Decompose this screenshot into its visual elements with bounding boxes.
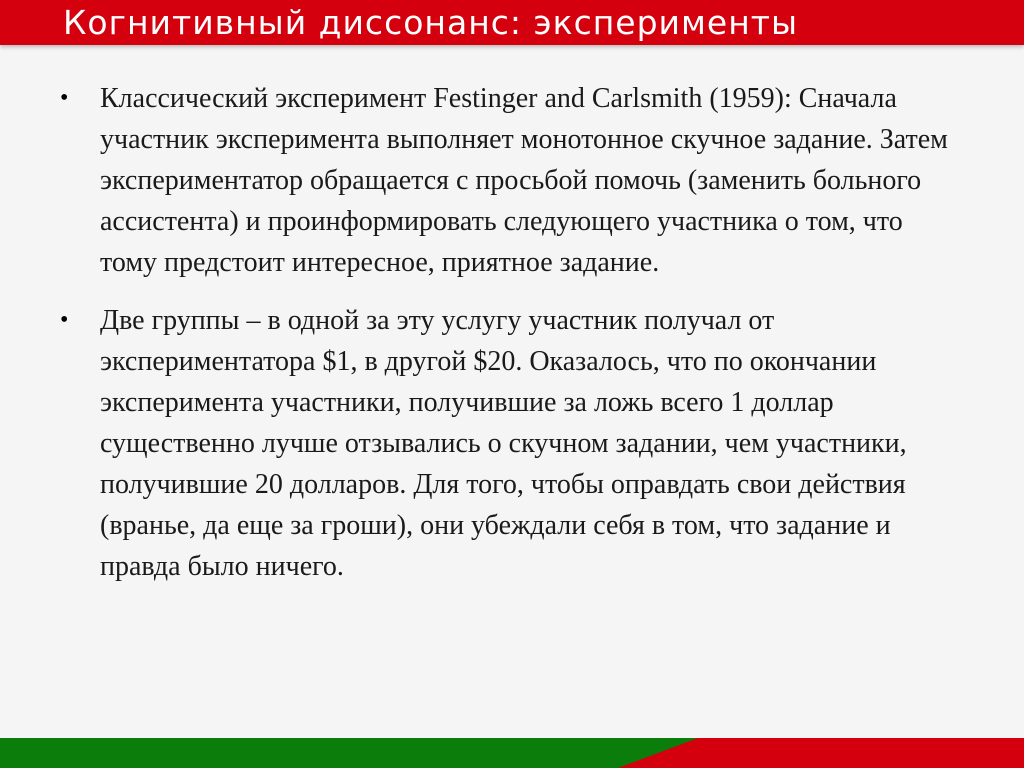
footer-band (0, 738, 1024, 768)
bullet-item (60, 78, 965, 283)
slide-title: Когнитивный диссонанс: эксперименты (63, 3, 799, 42)
bullet-text: Классический эксперимент Festinger and Carlsmith (1959): Сначала участник эксперимента выполняет монотонное скучное задание. Затем экспериментатор обращается с просьбой помочь (заменить больного ассистента) и проинформировать следующего участника о том, что тому предстоит интересное, приятное задание. (100, 83, 948, 278)
bullet-item (60, 300, 965, 587)
title-bar (0, 0, 1024, 45)
slide-body (60, 78, 965, 604)
bullet-icon: • (60, 307, 69, 333)
footer-stripe-graphic (0, 738, 1024, 768)
bullet-icon: • (60, 85, 69, 111)
footer-green-band (0, 738, 698, 768)
bullet-text: Две группы – в одной за эту услугу участник получал от экспериментатора $1, в другой $20. Оказалось, что по окончании эксперимента участники, получившие за ложь всего 1 доллар существенно лучше отзывались о скучном задании, чем участники, получившие 20 долларов. Для того, чтобы оправдать свои действия (вранье, да еще за гроши), они убеждали себя в том, что задание и правда было ничего. (100, 305, 907, 582)
